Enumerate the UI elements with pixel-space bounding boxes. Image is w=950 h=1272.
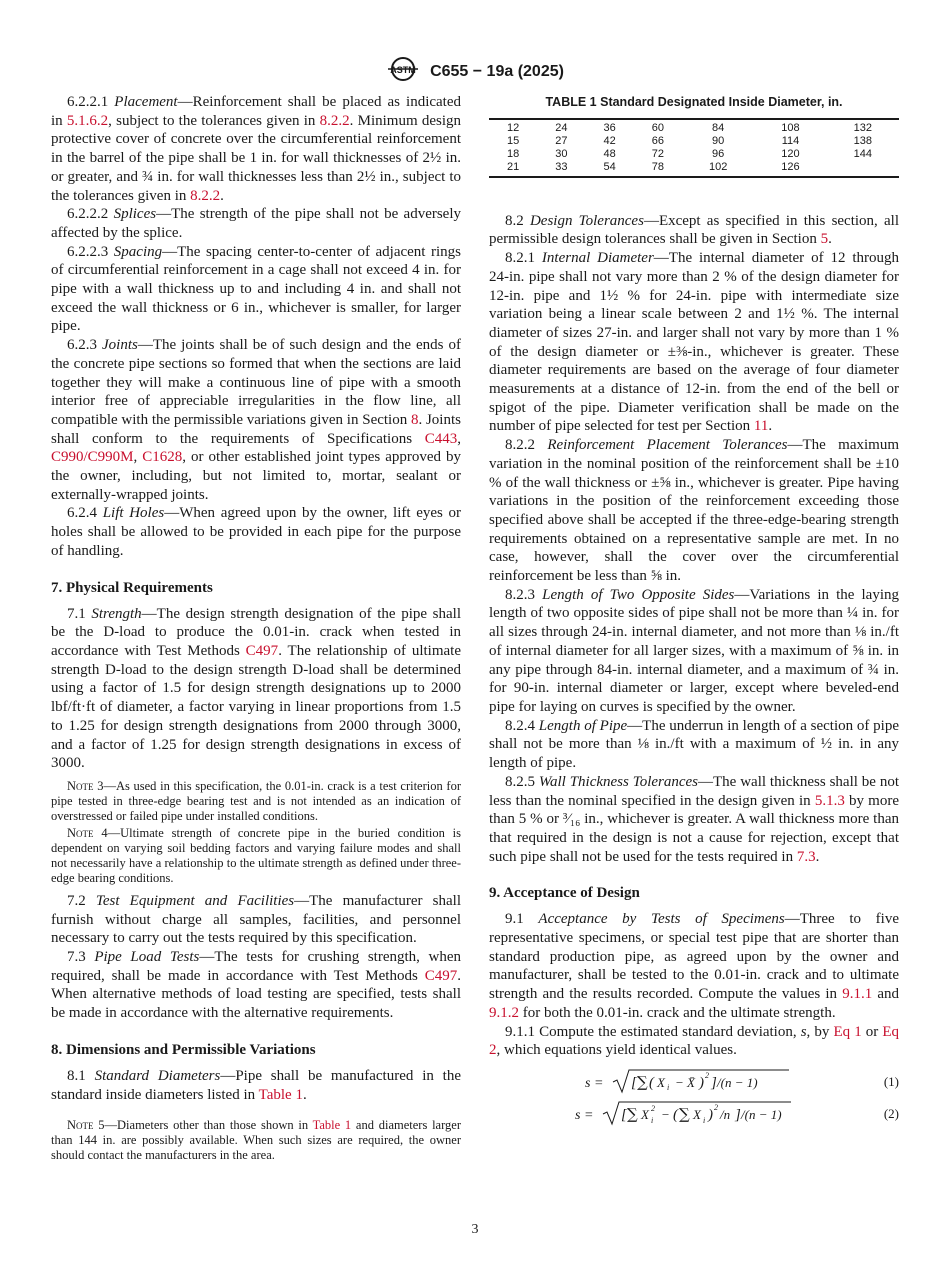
svg-text:X: X <box>693 1106 701 1122</box>
table-cell: 24 <box>537 119 585 135</box>
link-section-8[interactable]: 8 <box>410 411 419 428</box>
svg-text:−: − <box>661 1106 670 1122</box>
paragraph-9-1: 9.1 Acceptance by Tests of Specimens—Three to five representative specimens, or special test pipe that are shorter than standard production pipe, as agreed upon by the owner and manufacturer, shall be tested to the 0.01-in. crack and to ultimate strength and the results recorded. Compute the values in 9.1.1 and 9.1.2 for both the 0.01-in. crack and the ultimate strength. <box>489 911 899 1021</box>
svg-text:): ) <box>708 1106 713 1123</box>
table-cell: 96 <box>712 147 725 160</box>
table-cell: 72 <box>651 147 664 160</box>
table-cell: 60 <box>634 119 682 135</box>
paragraph-8-2-3: 8.2.3 Length of Two Opposite Sides—Variations in the laying length of two opposite sides of pipe shall not be more than ¼ in. for all sizes through 24-in. internal diameter, and not more than ⅛ in./ft of internal diameter for all larger sizes, with a maximum of ⅝ in. in any pipe through 84-in. internal diameter, and a maximum of ¾ in. for 90-in. internal diameter or larger, except where beveled-end pipe for laying on curves is specified by the owner. <box>489 586 900 715</box>
link-8-2-2[interactable]: 8.2.2 <box>190 187 221 204</box>
page-header <box>0 56 950 86</box>
svg-text:s =: s = <box>585 1075 604 1091</box>
paragraph-6-2-2-3: 6.2.2.3 Spacing—The spacing center-to-center of adjacent rings of circumferential reinforcement in a cage shall not exceed 4 in. for pipe with a wall thickness up to and including 4 in. and shall not exceed the wall thickness or 6 in., whichever is smaller, for larger pipe. <box>51 243 461 335</box>
table-cell <box>827 161 899 177</box>
link-c990[interactable]: C990/C990M <box>51 449 134 466</box>
table-row <box>489 161 899 177</box>
table-cell: 12 <box>489 119 537 135</box>
link-table-1[interactable]: Table 1 <box>312 1118 352 1133</box>
table-cell: 36 <box>586 119 634 135</box>
table-cell: 30 <box>555 147 568 160</box>
table-cell: 78 <box>634 161 682 177</box>
right-column <box>489 93 899 1126</box>
table-cell: 138 <box>853 134 872 147</box>
table-cell: 84 <box>682 119 754 135</box>
svg-text:2: 2 <box>714 1102 718 1112</box>
link-5-1-6-2[interactable]: 5.1.6.2 <box>66 112 109 129</box>
table-cell: 54 <box>586 161 634 177</box>
paragraph-7-1: 7.1 Strength—The design strength designation of the pipe shall be the D-load to produce the 0.01-in. crack when tested in accordance with Test Methods C497. The relationship of ultimate strength D-load to the design strength D-load shall be determined using a factor of 1.5 for design strength designations up to 2000 lbf/ft·ft of diameter, a factor varying in linear proportions from 1.5 to 1.25 for design strength designations from 2000 through 3000, and a factor of 1.25 for design strength designations in excess of 3000. <box>51 605 461 772</box>
svg-text:X: X <box>641 1106 649 1122</box>
svg-text:s =: s = <box>575 1107 594 1123</box>
section-heading-9: 9. Acceptance of Design <box>489 885 640 902</box>
table-row <box>489 135 899 148</box>
table-cell: 144 <box>853 147 872 160</box>
svg-text:[: [ <box>621 1106 627 1123</box>
link-c1628[interactable]: C1628 <box>142 449 183 466</box>
table-cell: 126 <box>754 161 826 177</box>
svg-text:2: 2 <box>651 1103 655 1113</box>
note-4: Note 4—Ultimate strength of concrete pipe in the buried condition is dependent on varying soil bedding factors and varying failure modes and shall not necessarily have a relationship to the ultimate strength as defined under three-edge bearing conditions. <box>51 825 461 885</box>
standard-designation: C655 − 19a (2025) <box>430 62 564 80</box>
paragraph-8-2: 8.2 Design Tolerances—Except as specified in this section, all permissible design tolerances shall be given in Section 5. <box>489 212 899 248</box>
astm-logo-text: ASTM <box>390 65 416 75</box>
svg-text:]: ] <box>711 1074 717 1091</box>
link-section-11[interactable]: 11 <box>753 418 769 435</box>
svg-text:X̄: X̄ <box>687 1074 695 1090</box>
svg-text:(: ( <box>649 1074 654 1091</box>
equation-2-number: (2) <box>883 1105 899 1121</box>
paragraph-8-1: 8.1 Standard Diameters—Pipe shall be manufactured in the standard inside diameters listed in Table 1. <box>51 1067 461 1103</box>
table-cell: 15 <box>507 134 520 147</box>
table-1-title: TABLE 1 Standard Designated Inside Diameter, in. <box>545 95 843 109</box>
page-number: 3 <box>471 1222 479 1237</box>
svg-text:∑: ∑ <box>637 1072 648 1091</box>
svg-text:i: i <box>703 1115 706 1125</box>
note-5: Note 5—Diameters other than those shown in Table 1 and diameters larger than 144 in. are possibly available. When such sizes are required, the owner should contact the manufacturers in the area. <box>51 1118 461 1163</box>
paragraph-6-2-3: 6.2.3 Joints—The joints shall be of such design and the ends of the concrete pipe sections so formed that when the sections are laid together they will make a continuous line of pipe with a smooth interior free of appreciable irregularities in the flow line, all compatible with the permissible variations given in Section 8. Joints shall conform to the requirements of Specifications C443, C990/C990M, C1628, or other established joint types approved by the owner, including, but not limited to, mortar, sealant or externally-wrapped joints. <box>51 337 462 503</box>
link-table-1[interactable]: Table 1 <box>258 1086 303 1103</box>
left-column <box>51 93 461 1163</box>
table-row <box>489 148 899 161</box>
table-cell: 66 <box>651 134 664 147</box>
svg-text:[: [ <box>631 1074 637 1091</box>
svg-text:∑: ∑ <box>679 1104 690 1123</box>
paragraph-6-2-4: 6.2.4 Lift Holes—When agreed upon by the owner, lift eyes or holes shall be allowed to be provided in each pipe for the purpose of handling. <box>51 505 462 559</box>
table-cell: 108 <box>754 119 826 135</box>
svg-text:−: − <box>675 1074 684 1090</box>
table-cell: 42 <box>603 134 616 147</box>
equation-1 <box>489 1068 899 1094</box>
svg-text:2: 2 <box>705 1070 709 1080</box>
table-1 <box>489 118 899 178</box>
link-7-3[interactable]: 7.3 <box>796 848 816 865</box>
link-c443[interactable]: C443 <box>424 430 458 447</box>
link-9-1-2[interactable]: 9.1.2 <box>489 1004 519 1021</box>
table-cell: 90 <box>712 134 725 147</box>
link-c497[interactable]: C497 <box>245 642 279 659</box>
table-cell: 114 <box>781 134 800 147</box>
paragraph-7-2: 7.2 Test Equipment and Facilities—The manufacturer shall furnish without charge all samples, facilities, and personnel necessary to carry out the tests required by this specification. <box>51 892 461 947</box>
paragraph-8-2-5: 8.2.5 Wall Thickness Tolerances—The wall thickness shall be not less than the nominal specified in the design given in 5.1.3 by more than 5 % or ³⁄₁₆ in., whichever is greater. A wall thickness more than that required in the design is not a cause for rejection, except that such pipe shall not be used for the tests required in 7.3. <box>489 773 899 865</box>
svg-text:(: ( <box>673 1106 678 1123</box>
equation-2 <box>489 1100 899 1126</box>
paragraph-7-3: 7.3 Pipe Load Tests—The tests for crushing strength, when required, shall be made in accordance with Test Methods C497. When alternative methods of load testing are specified, tests shall be made in accordance with the alternative requirements. <box>51 949 461 1022</box>
svg-text:): ) <box>699 1074 704 1091</box>
table-cell: 132 <box>827 119 899 135</box>
table-cell: 48 <box>603 147 616 160</box>
table-cell: 120 <box>781 147 800 160</box>
equation-1-number: (1) <box>883 1073 899 1089</box>
link-9-1-1[interactable]: 9.1.1 <box>842 986 873 1003</box>
svg-text:X: X <box>657 1074 665 1090</box>
svg-text:]: ] <box>735 1106 741 1123</box>
link-eq-2[interactable]: Eq 2 <box>489 1023 900 1059</box>
link-eq-1[interactable]: Eq 1 <box>833 1023 862 1040</box>
svg-text:/(n − 1): /(n − 1) <box>717 1074 758 1090</box>
note-3: Note 3—As used in this specification, the 0.01-in. crack is a test criterion for pipe tested in three-edge bearing test and is not intended as an indication of overstressed or failed pipe under installed conditions. <box>51 778 461 823</box>
svg-text:∑: ∑ <box>627 1104 638 1123</box>
table-cell: 102 <box>682 161 754 177</box>
table-cell: 18 <box>507 147 520 160</box>
table-cell: 27 <box>555 134 568 147</box>
astm-logo <box>386 56 420 87</box>
table-row <box>489 119 899 135</box>
link-8-2-2[interactable]: 8.2.2 <box>319 112 350 129</box>
paragraph-8-2-1: 8.2.1 Internal Diameter—The internal diameter of 12 through 24-in. pipe shall not vary more than 2 % of the design diameter for 12-in. pipe and 1½ % for 24-in. pipe with intermediate size variation being a linear scale between 2 and 1½ %. The internal diameter of sizes 27-in. and larger shall not vary by more than 1 % of the design diameter or ±⅜-in., whichever is greater. These diameter requirements are based on the average of four diameter measurements at a distance of 12-in. from the end of the bell or spigot of the pipe. Diameter verification shall be made on the number of pipe selected for test per Section 11. <box>489 250 900 435</box>
svg-text:/(n − 1): /(n − 1) <box>741 1106 782 1122</box>
link-c497[interactable]: C497 <box>424 967 458 984</box>
paragraph-8-2-4: 8.2.4 Length of Pipe—The underrun in length of a section of pipe shall not be more than ⅛ in./ft with a maximum of ½ in. in any length of pipe. <box>489 717 899 772</box>
section-heading-8: 8. Dimensions and Permissible Variations <box>51 1041 316 1058</box>
paragraph-6-2-2-2: 6.2.2.2 Splices—The strength of the pipe shall not be adversely affected by the splice. <box>51 206 462 241</box>
paragraph-6-2-2-1: 6.2.2.1 Placement—Reinforcement shall be placed as indicated in 5.1.6.2, subject to the tolerances given in 8.2.2. Minimum design protective cover of concrete over the circumferential reinforcement in the barrel of the pipe shall be 1 in. for wall thicknesses of 2½ in. or greater, and ¾ in. for wall thicknesses less than 2½ in., subject to the tolerances given in 8.2.2. <box>51 94 462 204</box>
paragraph-9-1-1: 9.1.1 Compute the estimated standard deviation, s, by Eq 1 or Eq 2, which equations yield identical values. <box>489 1023 900 1059</box>
section-heading-7: 7. Physical Requirements <box>51 579 213 596</box>
paragraph-8-2-2: 8.2.2 Reinforcement Placement Tolerances—The maximum variation in the nominal position of the reinforcement shall be ±10 % of the wall thickness or ±⅝ in., whichever is greater. Pipe having variations in the position of the reinforcement exceeding those specified above shall be accepted if the three-edge-bearing strength requirements obtained on a representative sample are met. In no case, however, shall the cover over the circumferential reinforcement be less than ⅝ in. <box>489 437 899 585</box>
svg-text:/n: /n <box>720 1106 731 1122</box>
link-section-5[interactable]: 5 <box>820 231 829 248</box>
svg-text:i: i <box>667 1082 670 1092</box>
link-5-1-3[interactable]: 5.1.3 <box>814 792 845 809</box>
svg-text:i: i <box>651 1115 654 1125</box>
table-cell: 21 <box>489 161 537 177</box>
table-cell: 33 <box>537 161 585 177</box>
